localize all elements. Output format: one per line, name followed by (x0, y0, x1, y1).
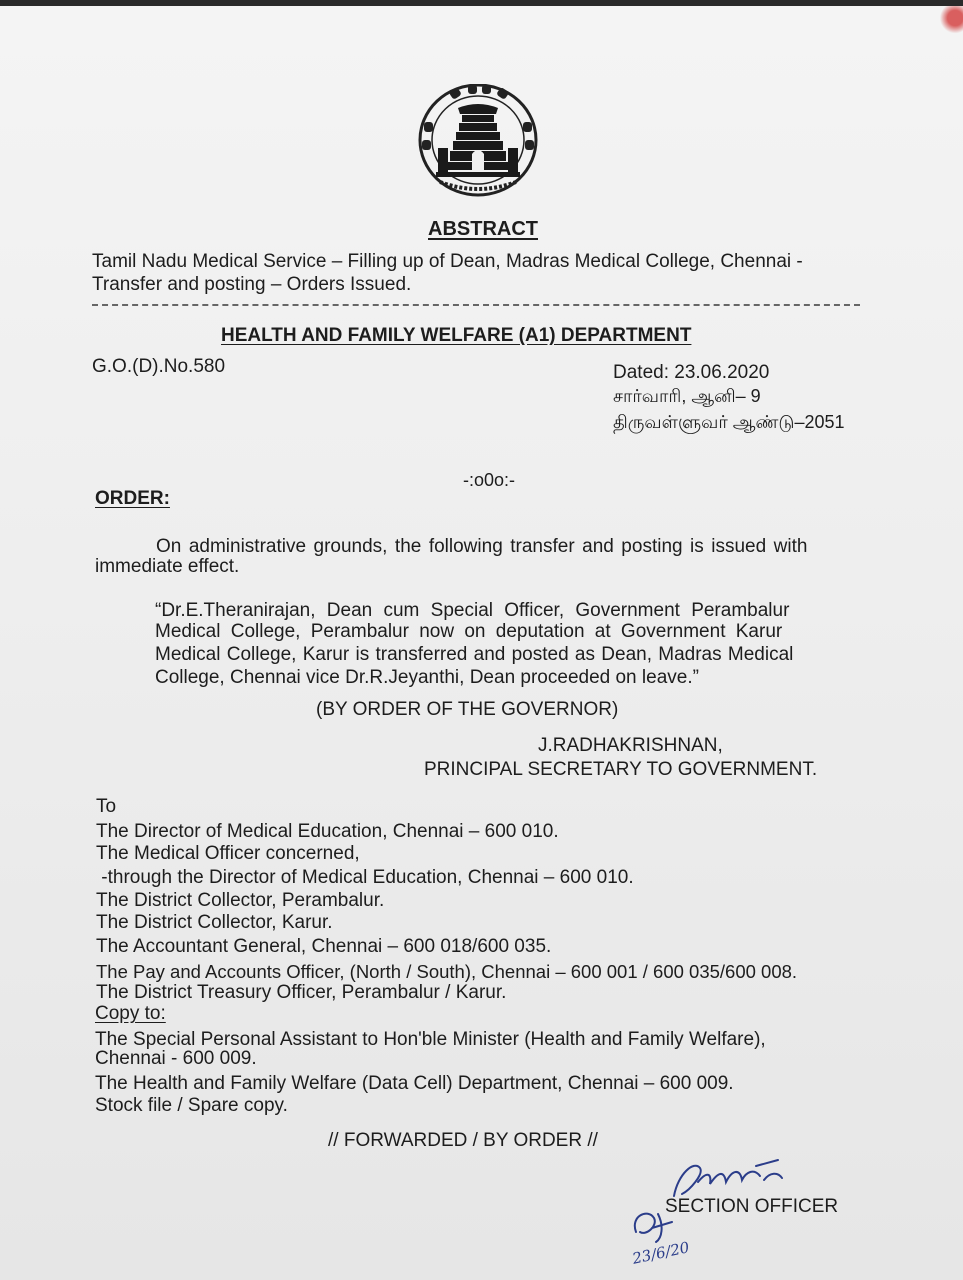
to-line: The Pay and Accounts Officer, (North / South), Chennai – 600 001 / 600 035/600 008. (96, 961, 798, 982)
tamil-date-line-1: சார்வாரி, ஆனி– 9 (613, 386, 761, 406)
signatory-name: J.RADHAKRISHNAN, (538, 735, 723, 756)
to-line: The District Collector, Karur. (96, 912, 333, 933)
ornamental-separator: -:o0o:- (463, 470, 516, 490)
to-label: To (96, 796, 117, 817)
order-intro-line-2: immediate effect. (95, 556, 240, 577)
dated: Dated: 23.06.2020 (613, 362, 770, 383)
subject-line-1: Tamil Nadu Medical Service – Filling up of Dean, Madras Medical College, Chennai - (92, 251, 803, 272)
subject-line-2: Transfer and posting – Orders Issued. (92, 274, 412, 295)
order-heading: ORDER: (95, 488, 170, 509)
to-line: The District Collector, Perambalur. (96, 890, 385, 911)
to-line: The District Treasury Officer, Perambalur / Karur. (96, 982, 507, 1003)
order-quote-line-4: College, Chennai vice Dr.R.Jeyanthi, Dean proceeded on leave.” (155, 667, 699, 688)
forwarded-by-order: // FORWARDED / BY ORDER // (328, 1130, 598, 1151)
order-quote-line-1: “Dr.E.Theranirajan, Dean cum Special Officer, Government Perambalur (155, 600, 790, 621)
to-line: The Medical Officer concerned, (96, 843, 360, 864)
order-intro-line-1: On administrative grounds, the following transfer and posting is issued with (156, 536, 808, 557)
red-edge-mark (937, 6, 963, 36)
document-page (0, 6, 963, 1280)
go-number: G.O.(D).No.580 (92, 356, 226, 377)
tamil-nadu-emblem-icon (416, 84, 540, 202)
by-order-of-governor: (BY ORDER OF THE GOVERNOR) (316, 699, 619, 720)
to-line: The Director of Medical Education, Chennai – 600 010. (96, 821, 559, 842)
tamil-date-line-2: திருவள்ளுவர் ஆண்டு–2051 (613, 412, 845, 432)
order-quote-line-3: Medical College, Karur is transferred and posted as Dean, Madras Medical (155, 644, 794, 665)
to-line: -through the Director of Medical Education, Chennai – 600 010. (96, 867, 634, 888)
order-quote-line-2: Medical College, Perambalur now on deputation at Government Karur (155, 621, 783, 642)
abstract-label: ABSTRACT (428, 218, 538, 240)
copy-line: The Special Personal Assistant to Hon'ble Minister (Health and Family Welfare), (95, 1029, 766, 1050)
section-officer: SECTION OFFICER (665, 1196, 839, 1217)
copy-to-label: Copy to: (95, 1003, 166, 1024)
signatory-title: PRINCIPAL SECRETARY TO GOVERNMENT. (424, 759, 818, 780)
copy-line: The Health and Family Welfare (Data Cell) Department, Chennai – 600 009. (95, 1073, 734, 1094)
copy-line: Stock file / Spare copy. (95, 1095, 288, 1116)
to-line: The Accountant General, Chennai – 600 018/600 035. (96, 936, 552, 957)
department-heading: HEALTH AND FAMILY WELFARE (A1) DEPARTMENT (221, 325, 692, 346)
handwritten-date: 23/6/20 (630, 1238, 691, 1268)
copy-line: Chennai - 600 009. (95, 1048, 257, 1069)
dashed-divider (92, 304, 860, 306)
